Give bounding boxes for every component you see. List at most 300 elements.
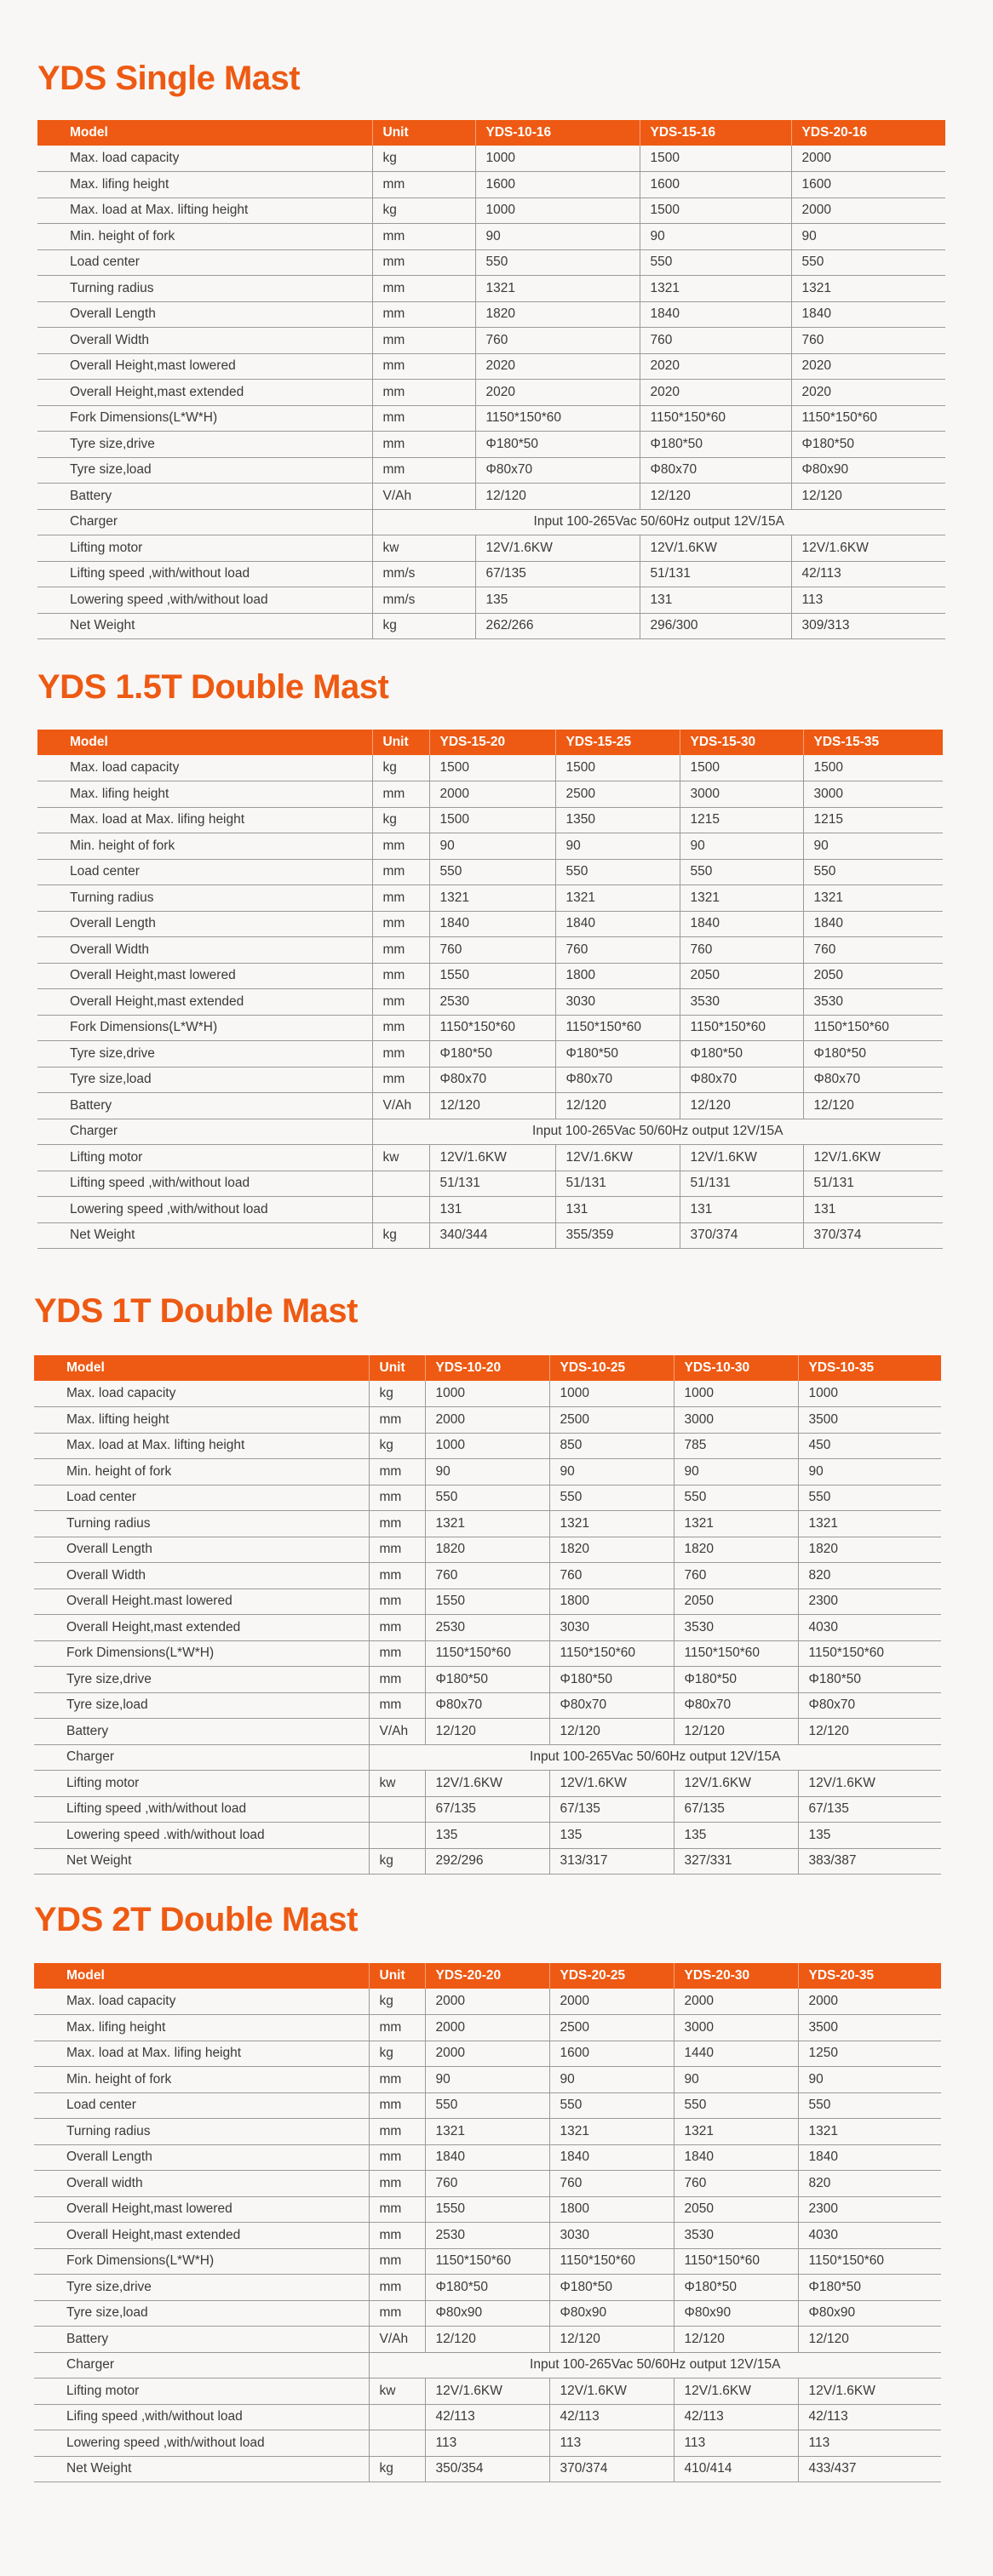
value-cell: 12/120: [640, 484, 791, 510]
spec-label-cell: Battery: [37, 1093, 372, 1119]
table-row: [37, 484, 945, 510]
value-cell: 760: [429, 937, 555, 964]
table-row: [34, 1796, 941, 1823]
table-row: [34, 2041, 941, 2067]
value-cell: 131: [803, 1197, 943, 1223]
value-cell: 1000: [549, 1381, 674, 1407]
value-cell: 1500: [555, 755, 680, 781]
section-title: YDS 1T Double Mast: [34, 1292, 358, 1330]
spec-label-cell: Overall Width: [37, 937, 372, 964]
table-row: [37, 859, 943, 885]
value-cell: 2000: [791, 146, 945, 172]
table-row: [37, 509, 945, 535]
value-cell: 296/300: [640, 613, 791, 639]
value-cell: 3500: [798, 1407, 941, 1434]
table-row: [34, 2379, 941, 2405]
table-row: [37, 911, 943, 937]
value-cell: 3000: [674, 1407, 798, 1434]
value-cell: 1321: [475, 276, 640, 302]
header-model-code: YDS-20-20: [425, 1963, 549, 1989]
value-cell: 51/131: [555, 1171, 680, 1197]
value-cell: 370/374: [680, 1222, 803, 1249]
value-cell: 12/120: [674, 1719, 798, 1745]
value-cell: 1321: [429, 885, 555, 912]
spec-label-cell: Battery: [37, 484, 372, 510]
value-cell: 1000: [425, 1433, 549, 1459]
unit-cell: [372, 1171, 429, 1197]
unit-cell: kg: [372, 807, 429, 833]
table-row: [37, 1041, 943, 1068]
table-row: [34, 2456, 941, 2482]
unit-cell: [369, 1796, 425, 1823]
value-cell: 67/135: [425, 1796, 549, 1823]
value-cell: 113: [798, 2430, 941, 2457]
spec-label-cell: Overall Height,mast extended: [37, 380, 372, 406]
unit-cell: mm: [372, 963, 429, 989]
unit-cell: mm: [372, 172, 475, 198]
value-cell: 42/113: [798, 2404, 941, 2430]
value-cell: 113: [549, 2430, 674, 2457]
value-cell: 12V/1.6KW: [475, 535, 640, 562]
table-row: [34, 2119, 941, 2145]
spec-label-cell: Lifing speed ,with/without load: [34, 2404, 369, 2430]
value-cell: 12V/1.6KW: [549, 2379, 674, 2405]
merged-value-cell: Input 100-265Vac 50/60Hz output 12V/15A: [372, 509, 945, 535]
value-cell: 90: [798, 1459, 941, 1485]
value-cell: Φ80x70: [549, 1692, 674, 1719]
unit-cell: mm: [369, 2119, 425, 2145]
value-cell: Φ80x90: [798, 2300, 941, 2327]
value-cell: 550: [680, 859, 803, 885]
spec-label-cell: Tyre size,load: [34, 2300, 369, 2327]
header-model-code: YDS-10-16: [475, 120, 640, 146]
unit-cell: mm: [369, 1511, 425, 1537]
spec-label-cell: Lowering speed ,with/without load: [37, 1197, 372, 1223]
spec-label-cell: Overall Width: [37, 328, 372, 354]
value-cell: 1840: [549, 2144, 674, 2171]
table-row: [34, 1511, 941, 1537]
value-cell: 1820: [798, 1537, 941, 1563]
table-row: [37, 1119, 943, 1145]
value-cell: 1321: [791, 276, 945, 302]
table-row: [34, 1771, 941, 1797]
table-row: [34, 2015, 941, 2041]
spec-label-cell: Max. load at Max. lifting height: [34, 1433, 369, 1459]
value-cell: 2000: [425, 2015, 549, 2041]
value-cell: 12/120: [798, 2327, 941, 2353]
value-cell: 1321: [674, 1511, 798, 1537]
header-model: Model: [37, 730, 372, 755]
spec-label-cell: Min. height of fork: [34, 2067, 369, 2093]
header-model-code: YDS-10-30: [674, 1355, 798, 1381]
value-cell: 2020: [640, 353, 791, 380]
value-cell: 51/131: [640, 561, 791, 587]
value-cell: 135: [674, 1823, 798, 1849]
value-cell: Φ180*50: [680, 1041, 803, 1068]
value-cell: 1321: [640, 276, 791, 302]
value-cell: 12/120: [791, 484, 945, 510]
spec-label-cell: Battery: [34, 2327, 369, 2353]
value-cell: 1840: [674, 2144, 798, 2171]
value-cell: 1150*150*60: [674, 1640, 798, 1667]
value-cell: Φ180*50: [803, 1041, 943, 1068]
value-cell: 1500: [640, 146, 791, 172]
value-cell: 1550: [425, 1589, 549, 1615]
value-cell: 12/120: [798, 1719, 941, 1745]
unit-cell: mm: [369, 2248, 425, 2275]
value-cell: Φ80x70: [640, 457, 791, 484]
spec-label-cell: Max. lifing height: [37, 781, 372, 808]
spec-label-cell: Lowering speed ,with/without load: [34, 2430, 369, 2457]
spec-label-cell: Overall Height,mast lowered: [34, 2196, 369, 2223]
unit-cell: mm: [372, 989, 429, 1016]
value-cell: Φ80x90: [549, 2300, 674, 2327]
table-row: [34, 2352, 941, 2379]
table-row: [37, 1145, 943, 1171]
spec-label-cell: Tyre size,drive: [37, 1041, 372, 1068]
value-cell: Φ80x90: [425, 2300, 549, 2327]
value-cell: 2500: [549, 1407, 674, 1434]
value-cell: 1820: [475, 301, 640, 328]
header-model-code: YDS-20-16: [791, 120, 945, 146]
spec-label-cell: Overall Height,mast lowered: [37, 963, 372, 989]
table-row: [37, 301, 945, 328]
header-model-code: YDS-20-35: [798, 1963, 941, 1989]
value-cell: 760: [475, 328, 640, 354]
header-model-code: YDS-15-20: [429, 730, 555, 755]
spec-label-cell: Turning radius: [34, 1511, 369, 1537]
value-cell: 3530: [803, 989, 943, 1016]
value-cell: 1000: [674, 1381, 798, 1407]
value-cell: Φ80x70: [555, 1067, 680, 1093]
value-cell: Φ180*50: [555, 1041, 680, 1068]
value-cell: 2300: [798, 1589, 941, 1615]
unit-cell: [369, 2430, 425, 2457]
value-cell: 1500: [640, 197, 791, 224]
value-cell: 90: [798, 2067, 941, 2093]
value-cell: 2000: [425, 2041, 549, 2067]
value-cell: 1321: [549, 1511, 674, 1537]
spec-table: [34, 1963, 941, 2482]
unit-cell: mm: [372, 859, 429, 885]
value-cell: Φ80x70: [429, 1067, 555, 1093]
value-cell: 1150*150*60: [429, 1015, 555, 1041]
spec-table: [37, 730, 943, 1249]
value-cell: 1321: [680, 885, 803, 912]
header-model-code: YDS-10-25: [549, 1355, 674, 1381]
spec-label-cell: Load center: [34, 2092, 369, 2119]
value-cell: 1550: [425, 2196, 549, 2223]
value-cell: 67/135: [549, 1796, 674, 1823]
value-cell: 433/437: [798, 2456, 941, 2482]
value-cell: 550: [674, 1485, 798, 1511]
unit-cell: mm: [372, 1067, 429, 1093]
value-cell: 2530: [425, 2223, 549, 2249]
value-cell: 1321: [425, 1511, 549, 1537]
value-cell: 2000: [791, 197, 945, 224]
unit-cell: mm: [369, 1640, 425, 1667]
table-row: [34, 2196, 941, 2223]
unit-cell: mm: [369, 2171, 425, 2197]
value-cell: Φ80x90: [791, 457, 945, 484]
unit-cell: kg: [369, 1433, 425, 1459]
spec-label-cell: Net Weight: [37, 613, 372, 639]
unit-cell: mm: [369, 2092, 425, 2119]
spec-label-cell: Max. load at Max. lifing height: [34, 2041, 369, 2067]
unit-cell: mm: [369, 2300, 425, 2327]
spec-label-cell: Tyre size,load: [37, 457, 372, 484]
value-cell: 1840: [425, 2144, 549, 2171]
table-row: [37, 432, 945, 458]
value-cell: 550: [425, 1485, 549, 1511]
spec-label-cell: Max. load at Max. lifing height: [37, 807, 372, 833]
value-cell: 1820: [425, 1537, 549, 1563]
unit-cell: mm: [369, 2223, 425, 2249]
value-cell: 1600: [549, 2041, 674, 2067]
unit-cell: [372, 1197, 429, 1223]
unit-cell: mm: [372, 833, 429, 860]
table-row: [34, 1459, 941, 1485]
value-cell: 3500: [798, 2015, 941, 2041]
value-cell: 90: [674, 2067, 798, 2093]
value-cell: 51/131: [680, 1171, 803, 1197]
table-row: [34, 1381, 941, 1407]
header-unit: Unit: [369, 1963, 425, 1989]
spec-label-cell: Overall Width: [34, 1563, 369, 1589]
table-row: [37, 561, 945, 587]
value-cell: 410/414: [674, 2456, 798, 2482]
value-cell: 1000: [475, 197, 640, 224]
value-cell: 550: [640, 249, 791, 276]
value-cell: 1840: [798, 2144, 941, 2171]
value-cell: 2300: [798, 2196, 941, 2223]
value-cell: 1150*150*60: [674, 2248, 798, 2275]
value-cell: 1321: [803, 885, 943, 912]
unit-cell: kg: [369, 1848, 425, 1875]
section-title: YDS 2T Double Mast: [34, 1901, 358, 1938]
merged-value-cell: Input 100-265Vac 50/60Hz output 12V/15A: [372, 1119, 943, 1145]
value-cell: 1440: [674, 2041, 798, 2067]
spec-label-cell: Net Weight: [34, 1848, 369, 1875]
value-cell: 1500: [429, 755, 555, 781]
value-cell: 2530: [425, 1615, 549, 1641]
unit-cell: mm: [372, 249, 475, 276]
value-cell: 760: [425, 1563, 549, 1589]
value-cell: 2000: [429, 781, 555, 808]
value-cell: 2050: [803, 963, 943, 989]
header-row: [34, 1355, 941, 1381]
table-row: [34, 2404, 941, 2430]
value-cell: 1840: [791, 301, 945, 328]
value-cell: 1215: [803, 807, 943, 833]
header-unit: Unit: [372, 730, 429, 755]
table-row: [34, 1989, 941, 2015]
unit-cell: kg: [372, 146, 475, 172]
value-cell: 2000: [549, 1989, 674, 2015]
unit-cell: mm: [372, 781, 429, 808]
spec-label-cell: Tyre size,drive: [34, 2275, 369, 2301]
value-cell: Φ180*50: [674, 1667, 798, 1693]
spec-label-cell: Lifting speed ,with/without load: [37, 561, 372, 587]
header-model-code: YDS-15-35: [803, 730, 943, 755]
table-row: [37, 885, 943, 912]
value-cell: 12V/1.6KW: [429, 1145, 555, 1171]
value-cell: 1150*150*60: [798, 1640, 941, 1667]
value-cell: 760: [425, 2171, 549, 2197]
unit-cell: kg: [372, 613, 475, 639]
table-row: [34, 2430, 941, 2457]
unit-cell: mm: [372, 937, 429, 964]
value-cell: 12V/1.6KW: [425, 2379, 549, 2405]
value-cell: 3530: [680, 989, 803, 1016]
value-cell: 760: [555, 937, 680, 964]
value-cell: 340/344: [429, 1222, 555, 1249]
value-cell: 850: [549, 1433, 674, 1459]
value-cell: 1150*150*60: [640, 405, 791, 432]
value-cell: 1000: [425, 1381, 549, 1407]
value-cell: 4030: [798, 2223, 941, 2249]
header-model-code: YDS-15-16: [640, 120, 791, 146]
value-cell: Φ180*50: [425, 2275, 549, 2301]
value-cell: 1321: [674, 2119, 798, 2145]
value-cell: 1321: [798, 1511, 941, 1537]
value-cell: 135: [475, 587, 640, 614]
spec-label-cell: Lifting speed ,with/without load: [34, 1796, 369, 1823]
value-cell: Φ180*50: [798, 1667, 941, 1693]
spec-label-cell: Overall Length: [37, 301, 372, 328]
value-cell: 327/331: [674, 1848, 798, 1875]
value-cell: Φ80x70: [798, 1692, 941, 1719]
value-cell: 2000: [798, 1989, 941, 2015]
table-row: [34, 2275, 941, 2301]
value-cell: 2500: [549, 2015, 674, 2041]
value-cell: 51/131: [803, 1171, 943, 1197]
value-cell: 550: [803, 859, 943, 885]
value-cell: 1500: [429, 807, 555, 833]
unit-cell: kg: [369, 1381, 425, 1407]
value-cell: 370/374: [803, 1222, 943, 1249]
value-cell: 1150*150*60: [680, 1015, 803, 1041]
unit-cell: mm: [372, 911, 429, 937]
value-cell: 90: [549, 2067, 674, 2093]
value-cell: Φ180*50: [549, 2275, 674, 2301]
value-cell: Φ180*50: [429, 1041, 555, 1068]
value-cell: Φ180*50: [549, 1667, 674, 1693]
value-cell: 550: [798, 1485, 941, 1511]
spec-label-cell: Max. load capacity: [34, 1989, 369, 2015]
spec-label-cell: Min. height of fork: [37, 224, 372, 250]
unit-cell: kg: [372, 1222, 429, 1249]
unit-cell: mm: [372, 457, 475, 484]
value-cell: 550: [425, 2092, 549, 2119]
value-cell: 12V/1.6KW: [680, 1145, 803, 1171]
value-cell: 12/120: [429, 1093, 555, 1119]
table-row: [37, 328, 945, 354]
table-row: [37, 197, 945, 224]
table-row: [37, 587, 945, 614]
spec-label-cell: Max. lifing height: [34, 2015, 369, 2041]
header-model-code: YDS-10-20: [425, 1355, 549, 1381]
value-cell: 1150*150*60: [549, 1640, 674, 1667]
table-row: [34, 2067, 941, 2093]
value-cell: 1150*150*60: [791, 405, 945, 432]
table-row: [37, 353, 945, 380]
value-cell: 3030: [555, 989, 680, 1016]
value-cell: 90: [425, 2067, 549, 2093]
spec-label-cell: Turning radius: [37, 276, 372, 302]
value-cell: 67/135: [674, 1796, 798, 1823]
value-cell: 550: [555, 859, 680, 885]
unit-cell: kg: [372, 755, 429, 781]
value-cell: 1150*150*60: [549, 2248, 674, 2275]
table-row: [37, 1197, 943, 1223]
spec-label-cell: Charger: [37, 1119, 372, 1145]
value-cell: 12V/1.6KW: [425, 1771, 549, 1797]
value-cell: Φ80x70: [475, 457, 640, 484]
value-cell: Φ80x90: [674, 2300, 798, 2327]
table-row: [37, 249, 945, 276]
value-cell: Φ180*50: [475, 432, 640, 458]
value-cell: 370/374: [549, 2456, 674, 2482]
unit-cell: V/Ah: [372, 1093, 429, 1119]
unit-cell: kg: [369, 2456, 425, 2482]
value-cell: 1820: [549, 1537, 674, 1563]
unit-cell: mm: [369, 1589, 425, 1615]
value-cell: 3030: [549, 1615, 674, 1641]
table-row: [34, 1589, 941, 1615]
spec-label-cell: Overall width: [34, 2171, 369, 2197]
spec-label-cell: Fork Dimensions(L*W*H): [34, 2248, 369, 2275]
value-cell: 90: [791, 224, 945, 250]
value-cell: 12V/1.6KW: [549, 1771, 674, 1797]
value-cell: 12/120: [680, 1093, 803, 1119]
unit-cell: kg: [369, 1989, 425, 2015]
value-cell: 1000: [475, 146, 640, 172]
spec-label-cell: Overall Height,mast extended: [37, 989, 372, 1016]
unit-cell: mm: [369, 1459, 425, 1485]
unit-cell: mm: [369, 2067, 425, 2093]
merged-value-cell: Input 100-265Vac 50/60Hz output 12V/15A: [369, 2352, 941, 2379]
value-cell: 90: [555, 833, 680, 860]
value-cell: 2020: [791, 380, 945, 406]
spec-label-cell: Lowering speed ,with/without load: [37, 587, 372, 614]
value-cell: 3530: [674, 2223, 798, 2249]
spec-label-cell: Overall Length: [37, 911, 372, 937]
value-cell: Φ180*50: [798, 2275, 941, 2301]
unit-cell: mm: [369, 1667, 425, 1693]
value-cell: 12V/1.6KW: [555, 1145, 680, 1171]
value-cell: 135: [798, 1823, 941, 1849]
value-cell: 1150*150*60: [555, 1015, 680, 1041]
value-cell: 42/113: [674, 2404, 798, 2430]
value-cell: 2000: [674, 1989, 798, 2015]
table-row: [34, 1823, 941, 1849]
value-cell: Φ80x70: [425, 1692, 549, 1719]
header-model-code: YDS-20-25: [549, 1963, 674, 1989]
value-cell: 1150*150*60: [798, 2248, 941, 2275]
value-cell: 3030: [549, 2223, 674, 2249]
value-cell: 1600: [791, 172, 945, 198]
value-cell: 131: [429, 1197, 555, 1223]
value-cell: 3530: [674, 1615, 798, 1641]
value-cell: 12/120: [425, 1719, 549, 1745]
table-row: [34, 1744, 941, 1771]
table-row: [37, 963, 943, 989]
value-cell: 12V/1.6KW: [674, 1771, 798, 1797]
table-row: [34, 1485, 941, 1511]
unit-cell: mm: [369, 1407, 425, 1434]
value-cell: 550: [549, 1485, 674, 1511]
